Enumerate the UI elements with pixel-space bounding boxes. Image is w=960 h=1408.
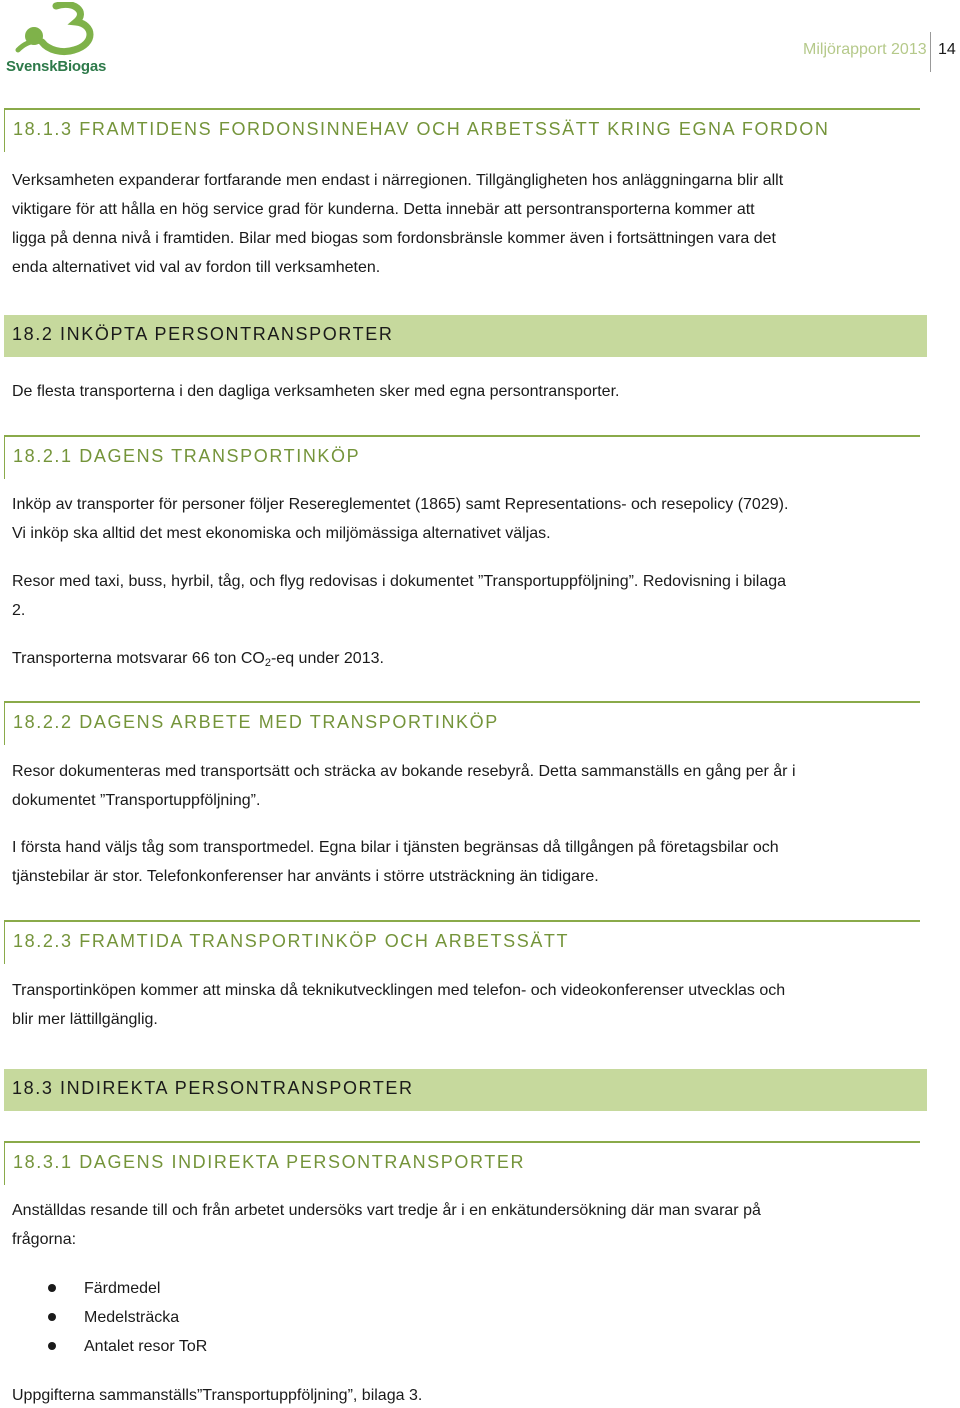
heading-text: 18.1.3 FRAMTIDENS FORDONSINNEHAV OCH ARBETSSÄTT KRING EGNA FORDON <box>13 119 830 139</box>
text-line: Uppgifterna sammanställs”Transportuppföljning”, bilaga 3. <box>12 1387 423 1404</box>
bullet-icon <box>48 1342 56 1350</box>
closing-paragraph <box>12 1381 912 1408</box>
text-line: ligga på denna nivå i framtiden. Bilar med biogas som fordonsbränsle kommer även i fortsättningen vara det <box>12 230 776 247</box>
list-item <box>48 1303 207 1332</box>
text-line: Vi inköp ska alltid det mest ekonomiska och miljömässiga alternativet väljas. <box>12 525 551 542</box>
heading-text: 18.2.3 FRAMTIDA TRANSPORTINKÖP OCH ARBETSSÄTT <box>13 931 570 951</box>
text-line: 2. <box>12 602 26 619</box>
paragraph-18-2-2-b <box>12 833 912 891</box>
heading-text: 18.2 INKÖPTA PERSONTRANSPORTER <box>12 324 394 344</box>
heading-18-1-3 <box>4 108 920 152</box>
paragraph-18-3-1 <box>12 1196 912 1254</box>
list-item-text: Medelsträcka <box>84 1309 180 1326</box>
report-title: Miljörapport 2013 <box>803 41 927 58</box>
heading-18-2-1 <box>4 435 920 479</box>
bullet-icon <box>48 1313 56 1321</box>
text-line: blir mer lättillgänglig. <box>12 1011 158 1028</box>
heading-text: 18.3 INDIREKTA PERSONTRANSPORTER <box>12 1078 414 1098</box>
logo-text: SvenskBiogas <box>6 58 107 75</box>
page-number: 14 <box>938 41 956 58</box>
text-line: dokumentet ”Transportuppföljning”. <box>12 792 261 809</box>
paragraph-18-1-3 <box>12 166 912 282</box>
paragraph-18-2-1-a <box>12 490 912 548</box>
text-line <box>12 644 912 678</box>
heading-18-2 <box>4 315 927 357</box>
heading-text: 18.3.1 DAGENS INDIREKTA PERSONTRANSPORTER <box>13 1152 526 1172</box>
text-segment: -eq under 2013. <box>270 650 384 667</box>
bullet-list <box>48 1274 207 1361</box>
paragraph-18-2-2-a <box>12 757 912 815</box>
subscript: 2 <box>264 657 271 669</box>
page-header <box>0 0 960 80</box>
text-line: Verksamheten expanderar fortfarande men endast i närregionen. Tillgängligheten hos anläggningarna blir allt <box>12 172 784 189</box>
text-line: Transportinköpen kommer att minska då teknikutvecklingen med telefon- och videokonferenser utvecklas och <box>12 982 786 999</box>
heading-18-3 <box>4 1069 927 1111</box>
paragraph-18-2-1-c <box>12 644 912 678</box>
paragraph-18-2-1-b <box>12 567 912 625</box>
text-line: Resor med taxi, buss, hyrbil, tåg, och flyg redovisas i dokumentet ”Transportuppföljning”. Redovisning i bilaga <box>12 573 787 590</box>
heading-18-2-3 <box>4 920 920 964</box>
text-line: tjänstebilar är stor. Telefonkonferenser har använts i större utsträckning än tidigare. <box>12 868 599 885</box>
text-line: Resor dokumenteras med transportsätt och sträcka av bokande resebyrå. Detta sammanställs en gång per år i <box>12 763 796 780</box>
heading-18-3-1 <box>4 1141 920 1185</box>
paragraph-18-2 <box>12 377 912 406</box>
list-item <box>48 1274 207 1303</box>
text-line: enda alternativet vid val av fordon till verksamheten. <box>12 259 381 276</box>
heading-18-2-2 <box>4 701 920 745</box>
heading-text: 18.2.2 DAGENS ARBETE MED TRANSPORTINKÖP <box>13 712 499 732</box>
heading-text: 18.2.1 DAGENS TRANSPORTINKÖP <box>13 446 361 466</box>
list-item <box>48 1332 207 1361</box>
paragraph-18-2-3 <box>12 976 912 1034</box>
text-line: viktigare för att hålla en hög service grad för kunderna. Detta innebär att persontransporterna kommer att <box>12 201 755 218</box>
text-line: Anställdas resande till och från arbetet undersöks vart tredje år i en enkätundersökning där man svarar på <box>12 1202 761 1219</box>
text-line: I första hand väljs tåg som transportmedel. Egna bilar i tjänsten begränsas då tillgången på företagsbilar och <box>12 839 779 856</box>
text-line: De flesta transporterna i den dagliga verksamheten sker med egna persontransporter. <box>12 383 620 400</box>
list-item-text: Antalet resor ToR <box>84 1338 208 1355</box>
text-line: frågorna: <box>12 1231 77 1248</box>
text-segment: Transporterna motsvarar 66 ton CO <box>12 650 265 667</box>
bullet-icon <box>48 1284 56 1292</box>
list-item-text: Färdmedel <box>84 1280 161 1297</box>
text-line: Inköp av transporter för personer följer Resereglementet (1865) samt Representations- och resepolicy (7029). <box>12 496 789 513</box>
header-divider <box>930 32 931 72</box>
